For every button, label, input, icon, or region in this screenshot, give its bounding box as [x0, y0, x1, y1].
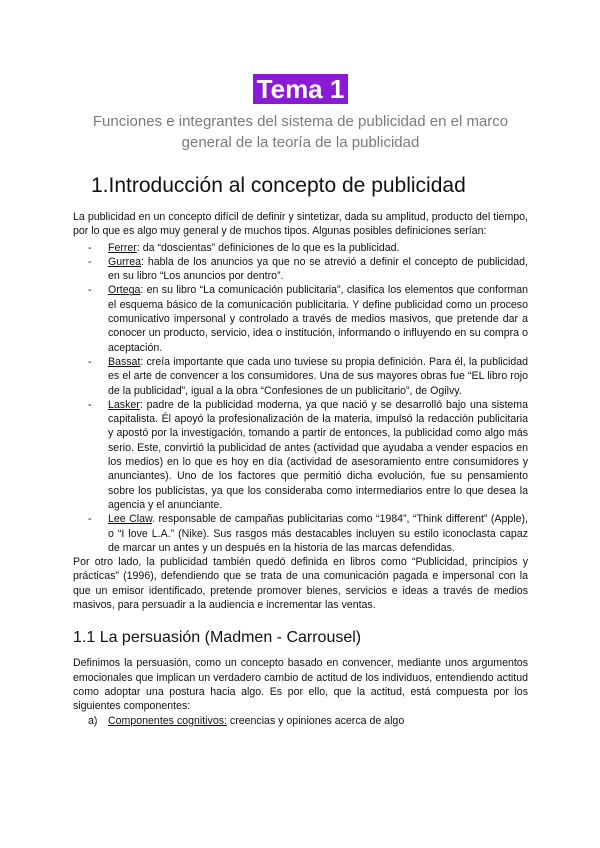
author-name: Gurrea [108, 255, 141, 268]
definitions-list [73, 241, 528, 556]
list-bullet: - [88, 355, 92, 368]
list-bullet: - [88, 284, 92, 297]
author-name: Bassat [108, 355, 141, 368]
author-name: Ferrer [108, 241, 137, 254]
list-bullet: a) [88, 714, 98, 727]
component-name: Componentes cognitivos: [108, 714, 227, 727]
section-1-heading: 1.Introducción al concepto de publicidad [91, 174, 466, 197]
author-name: Ortega [108, 284, 141, 297]
definition-text: : padre de la publicidad moderna, ya que nació y se desarrolló bajo una sistema capitalista. Él apoyó la profesionalización de la materia, impulsó la redacción publicitaria y apostó por la investigación, tomando a partir de entonces, la publicidad como algo más serio. Este, convirtió la publicidad de antes (actividad que ayudaba a vender espacios en los medios) en lo que es hoy en día (actividad de asesoramiento entre consumidores y anunciantes). Uno de los factores que permitió dicha evolución, fue su pensamiento sobre los publicistas, ya que los consideraba como intermediarios entre lo que desea la agencia y el anunciante. [108, 398, 528, 511]
document-subtitle: Funciones e integrantes del sistema de publicidad en el marco general de la teoría de la publicidad [92, 113, 509, 151]
definition-text: : en su libro “La comunicación publicitaria”, clasifica los elementos que conforman el esquema básico de la comunicación publicitaria. Y define publicidad como un proceso comunicativo impersonal y controlado a través de medios masivos, que pretende dar a conocer un producto, servicio, idea o institución, informando o influyendo en su compra o aceptación. [108, 284, 528, 354]
list-bullet: - [88, 241, 92, 254]
title-wrap [73, 0, 528, 104]
list-bullet: - [88, 398, 92, 411]
component-text: creencias y opiniones acerca de algo [226, 714, 405, 727]
list-item [88, 714, 528, 728]
section-1-closing: Por otro lado, la publicidad también quedó definida en libros como “Publicidad, principios y prácticas” (1996), defendiendo que se trata de una comunicación pagada e impersonal con la que un emisor identificado, pretende promover bienes, servicios e ideas a través de medios masivos, para persuadir a la audiencia e incrementar las ventas. [73, 556, 528, 612]
definition-text: : creía importante que cada uno tuviese su propia definición. Para él, la publicidad es el arte de convencer a los consumidores. Una de sus mayores obras fue “EL libro rojo de la publicidad”, igual a la obra “Confesiones de un publicitario”, de Ogilvy. [108, 355, 528, 397]
section-1-1-heading: 1.1 La persuasión (Madmen - Carrousel) [73, 629, 362, 647]
list-bullet: - [88, 513, 92, 526]
author-name: Lasker [108, 398, 140, 411]
list-item [88, 283, 528, 354]
section-1-intro: La publicidad en un concepto difícil de definir y sintetizar, dada su amplitud, producto del tiempo, por lo que es algo muy general y de muchos tipos. Algunas posibles definiciones serían: [73, 211, 528, 238]
list-item [88, 398, 528, 512]
components-list [73, 714, 528, 728]
list-item [88, 512, 528, 555]
list-item [88, 355, 528, 398]
list-item [88, 255, 528, 284]
definition-text: : da “doscientas” definiciones de lo que es la publicidad. [136, 241, 400, 254]
document-title: Tema 1 [253, 74, 349, 104]
list-bullet: - [88, 255, 92, 268]
section-1-1-intro: Definimos la persuasión, como un concepto basado en convencer, mediante unos argumentos emocionales que implican un verdadero cambio de actitud de los individuos, entendiendo actitud como adoptar una postura hacia algo. Es por ello, que la actitud, está compuesta por los siguientes componentes: [73, 657, 528, 713]
definition-text: : habla de los anuncios ya que no se atrevió a definir el concepto de publicidad, en su libro “Los anuncios por dentro”. [108, 255, 528, 283]
author-name: Lee Claw [108, 513, 153, 526]
list-item [88, 241, 528, 255]
definition-text: . responsable de campañas publicitarias como “1984”, “Think different” (Apple), o “I love L.A.” (Nike). Sus rasgos más destacables incluyen su estilo iconoclasta capaz de marcar un antes y un después en la historia de las marcas defendidas. [108, 513, 528, 554]
